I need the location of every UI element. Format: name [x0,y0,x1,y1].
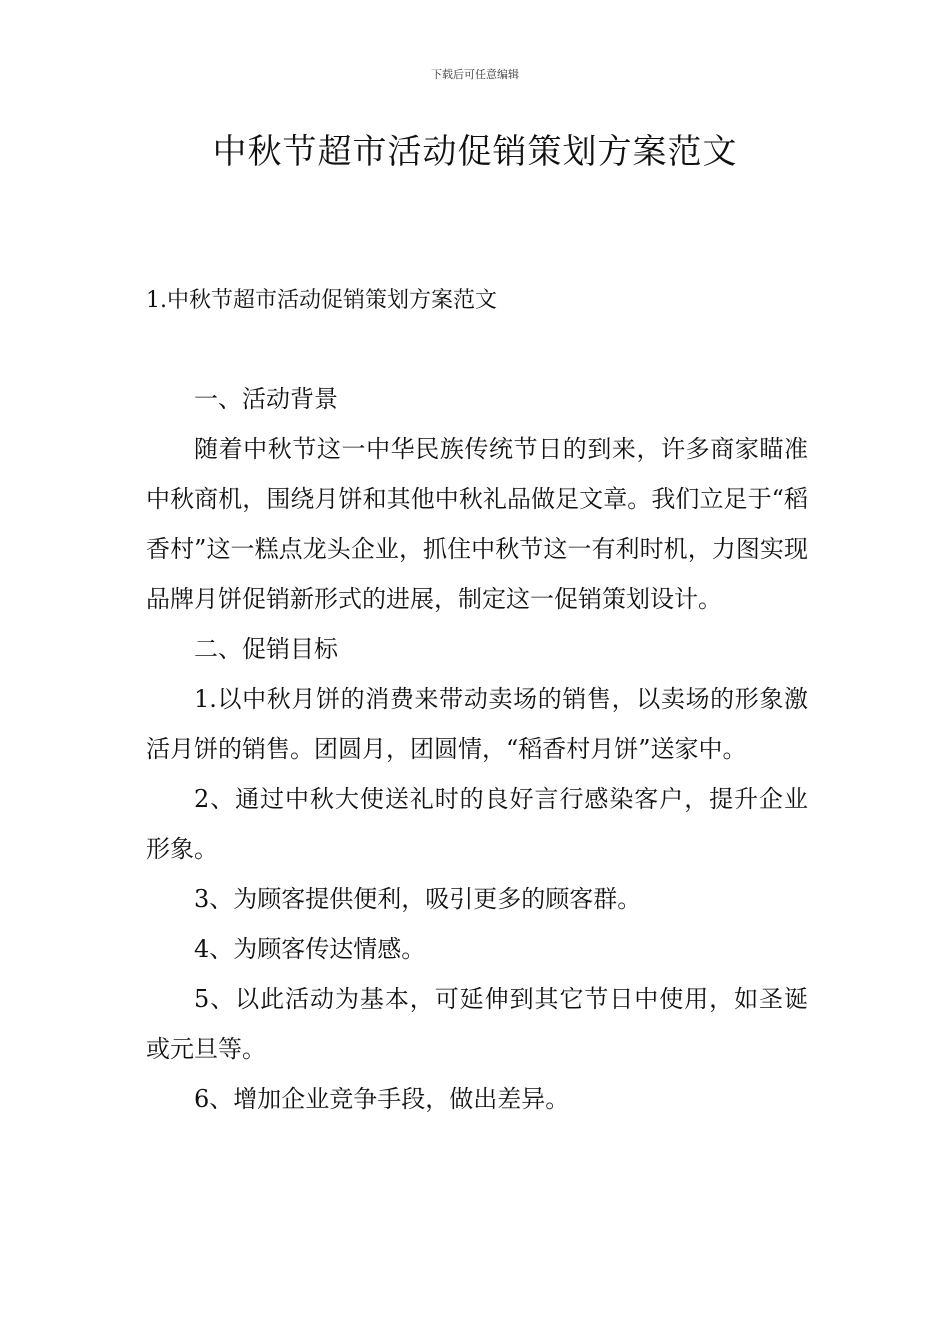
document-body [146,374,808,1124]
heading-goals: 二、促销目标 [194,635,338,663]
goal-item-1: 1.以中秋月饼的消费来带动卖场的销售，以卖场的形象激活月饼的销售。团圆月，团圆情，“稻香村月饼”送家中。 [146,685,808,763]
goal-item-5: 5、以此活动为基本，可延伸到其它节日中使用，如圣诞或元旦等。 [146,985,808,1063]
header-note: 下载后可任意编辑 [431,68,519,81]
section-heading: 1.中秋节超市活动促销策划方案范文 [146,288,497,313]
paragraph-background: 随着中秋节这一中华民族传统节日的到来，许多商家瞄准中秋商机，围绕月饼和其他中秋礼品做足文章。我们立足于“稻香村”这一糕点龙头企业，抓住中秋节这一有利时机，力图实现品牌月饼促销新形式的进展，制定这一促销策划设计。 [146,435,808,613]
goal-item-2: 2、通过中秋大使送礼时的良好言行感染客户，提升企业形象。 [146,785,808,863]
goal-item-3: 3、为顾客提供便利，吸引更多的顾客群。 [194,885,642,913]
goal-item-6: 6、增加企业竞争手段，做出差异。 [194,1085,570,1113]
goal-item-4: 4、为顾客传达情感。 [194,935,426,963]
heading-background: 一、活动背景 [194,385,338,413]
document-title: 中秋节超市活动促销策划方案范文 [212,132,738,172]
